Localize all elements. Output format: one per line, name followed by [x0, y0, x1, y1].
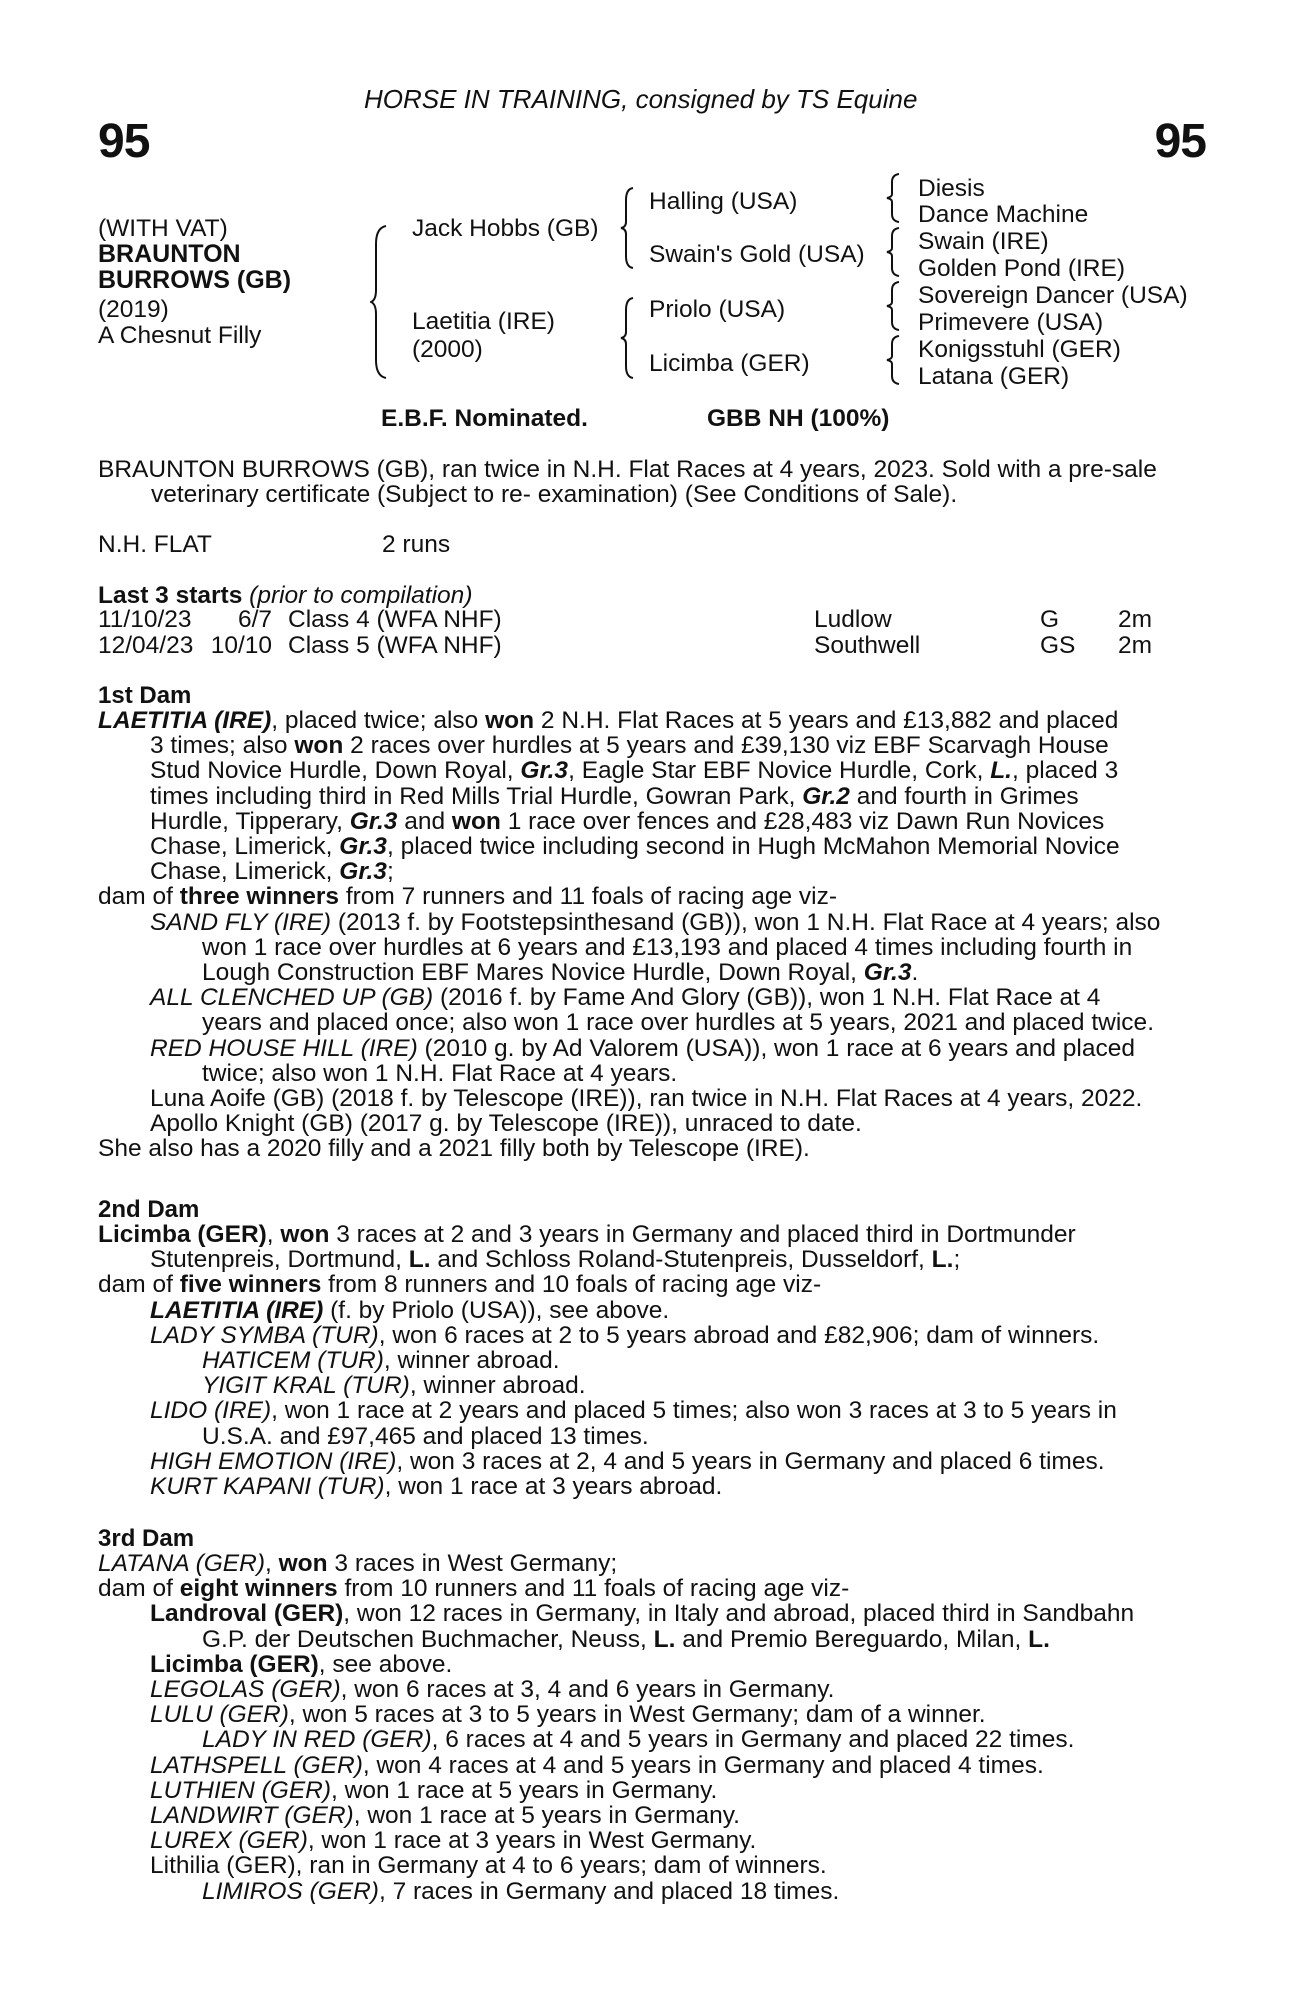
first-dam-section — [98, 683, 1206, 1162]
last-starts-title: Last 3 starts — [98, 582, 243, 609]
page-header-title: HORSE IN TRAINING, consigned by TS Equine — [364, 84, 918, 114]
emphasis-text: LULU (GER) — [150, 1701, 289, 1729]
emphasis-text: LADY SYMBA (TUR) — [150, 1321, 379, 1349]
dam-line: LEGOLAS (GER), won 6 races at 3, 4 and 6 years in Germany. — [150, 1676, 835, 1704]
emphasis-text: Gr.2 — [802, 782, 850, 810]
emphasis-text: L. — [408, 1246, 431, 1274]
dam-line: LAETITIA (IRE), placed twice; also won 2 N.H. Flat Races at 5 years and £13,882 and placed — [98, 707, 1119, 734]
emphasis-text: RED HOUSE HILL (IRE) — [150, 1034, 418, 1062]
dam-line: Stud Novice Hurdle, Down Royal, Gr.3, Eagle Star EBF Novice Hurdle, Cork, L., placed 3 — [150, 757, 1119, 785]
emphasis-text: Gr.3 — [339, 833, 387, 861]
emphasis-text: Gr.3 — [349, 807, 398, 835]
horse-name-line2: BURROWS (GB) — [98, 266, 292, 294]
dam-line: YIGIT KRAL (TUR), winner abroad. — [202, 1372, 586, 1400]
dam-line: LAETITIA (IRE) (f. by Priolo (USA)), see above. — [150, 1296, 670, 1324]
emphasis-text: SAND FLY (IRE) — [150, 908, 332, 936]
intro-line1: BRAUNTON BURROWS (GB), ran twice in N.H. Flat Races at 4 years, 2023. Sold with a pre-sale — [98, 456, 1157, 483]
emphasis-text: LATHSPELL (GER) — [150, 1751, 363, 1779]
pedigree-sire: Jack Hobbs (GB) — [412, 215, 599, 242]
emphasis-text: won — [485, 707, 535, 734]
last-start-date: 12/04/23 — [98, 632, 194, 659]
dam-line: LATHSPELL (GER), won 4 races at 4 and 5 years in Germany and placed 4 times. — [150, 1751, 1044, 1779]
emphasis-text: L. — [990, 757, 1012, 785]
dam-line: years and placed once; also won 1 race over hurdles at 5 years, 2021 and placed twice. — [202, 1009, 1154, 1037]
emphasis-text: L. — [931, 1246, 954, 1274]
pedigree-brace-main — [370, 224, 390, 380]
emphasis-text: L. — [653, 1625, 676, 1653]
dam-line: LIMIROS (GER), 7 races in Germany and placed 18 times. — [202, 1877, 840, 1905]
emphasis-text: won — [451, 807, 501, 835]
dam-line: Hurdle, Tipperary, Gr.3 and won 1 race over fences and £28,483 viz Dawn Run Novices — [150, 807, 1105, 835]
horse-name-line1: BRAUNTON — [98, 240, 241, 268]
dam-line: She also has a 2020 filly and a 2021 filly both by Telescope (IRE). — [98, 1135, 810, 1163]
dam-line: twice; also won 1 N.H. Flat Race at 4 years. — [202, 1059, 678, 1087]
last-start-course: Southwell — [814, 632, 921, 659]
intro-line2: veterinary certificate (Subject to re- examination) (See Conditions of Sale). — [151, 481, 958, 508]
pedigree-brace-g1 — [886, 172, 902, 224]
dam-line: Chase, Limerick, Gr.3, placed twice including second in Hugh McMahon Memorial Novice — [150, 833, 1120, 861]
pedigree-dam-name: Laetitia (IRE) — [412, 308, 555, 335]
dam-line: 3 times; also won 2 races over hurdles at 5 years and £39,130 viz EBF Scarvagh House — [150, 732, 1109, 760]
pedigree-brace-g3 — [886, 280, 902, 332]
dam-line: Lough Construction EBF Mares Novice Hurdle, Down Royal, Gr.3. — [202, 959, 919, 987]
emphasis-text: five winners — [179, 1271, 322, 1299]
pedigree-g4-4: Golden Pond (IRE) — [918, 255, 1125, 282]
emphasis-text: Gr.3 — [339, 858, 387, 886]
dam-line: U.S.A. and £97,465 and placed 13 times. — [202, 1422, 649, 1450]
dam-line: Luna Aoife (GB) (2018 f. by Telescope (IRE)), ran twice in N.H. Flat Races at 4 years, 2022. — [150, 1085, 1143, 1113]
emphasis-text: HIGH EMOTION (IRE) — [150, 1447, 397, 1475]
pedigree-brace-g4 — [886, 334, 902, 386]
dam-line: HATICEM (TUR), winner abroad. — [202, 1347, 560, 1375]
vat-note: (WITH VAT) — [98, 215, 228, 242]
pedigree-brace-g2 — [886, 226, 902, 278]
pedigree-sire-sire: Halling (USA) — [649, 188, 798, 215]
emphasis-text: LADY IN RED (GER) — [202, 1726, 432, 1754]
last-start-date: 11/10/23 — [98, 606, 192, 633]
lot-number-right: 95 — [1154, 115, 1206, 168]
pedigree-g4-6: Primevere (USA) — [918, 309, 1104, 336]
pedigree-brace-sire — [620, 186, 636, 270]
horse-description: A Chesnut Filly — [98, 322, 262, 349]
emphasis-text: eight winners — [179, 1575, 338, 1603]
horse-year: (2019) — [98, 296, 169, 323]
pedigree-dam-sire: Priolo (USA) — [649, 296, 786, 323]
pedigree-g4-1: Diesis — [918, 175, 985, 202]
last-starts-subtitle: (prior to compilation) — [249, 582, 473, 609]
dam-section-title: 3rd Dam — [98, 1525, 195, 1552]
gbb-badge: GBB NH (100%) — [707, 405, 890, 432]
dam-line: dam of eight winners from 10 runners and 11 foals of racing age viz- — [98, 1575, 850, 1603]
emphasis-text: LUREX (GER) — [150, 1827, 308, 1855]
emphasis-text: Gr.3 — [520, 757, 569, 785]
emphasis-text: three winners — [179, 883, 340, 911]
emphasis-text: LIMIROS (GER) — [202, 1877, 379, 1905]
last-start-pos: 10/10 — [210, 632, 272, 659]
lot-number-left: 95 — [98, 115, 150, 168]
pedigree-g4-8: Latana (GER) — [918, 363, 1070, 390]
dam-line: Apollo Knight (GB) (2017 g. by Telescope (IRE)), unraced to date. — [150, 1110, 862, 1138]
dam-line: LANDWIRT (GER), won 1 race at 5 years in Germany. — [150, 1802, 740, 1830]
dam-line: LIDO (IRE), won 1 race at 2 years and placed 5 times; also won 3 races at 3 to 5 years in — [150, 1397, 1117, 1425]
last-start-class: Class 5 (WFA NHF) — [288, 632, 502, 659]
last-start-dist: 2m — [1118, 606, 1153, 633]
emphasis-text: LATANA (GER) — [98, 1550, 265, 1577]
last-start-going: G — [1040, 606, 1060, 633]
emphasis-text: LAETITIA (IRE) — [150, 1296, 324, 1324]
pedigree-dam-year: (2000) — [412, 336, 483, 363]
dam-line: RED HOUSE HILL (IRE) (2010 g. by Ad Valorem (USA)), won 1 race at 6 years and placed — [150, 1034, 1135, 1062]
dam-line: LUTHIEN (GER), won 1 race at 5 years in Germany. — [150, 1776, 718, 1804]
emphasis-text: LUTHIEN (GER) — [150, 1776, 332, 1804]
third-dam-section — [98, 1526, 1206, 1904]
emphasis-text: won — [278, 1550, 328, 1577]
last-start-class: Class 4 (WFA NHF) — [288, 606, 502, 633]
emphasis-text: KURT KAPANI (TUR) — [150, 1473, 385, 1501]
last-start-dist: 2m — [1118, 632, 1153, 659]
pedigree-g4-5: Sovereign Dancer (USA) — [918, 282, 1188, 309]
dam-line: G.P. der Deutschen Buchmacher, Neuss, L. and Premio Bereguardo, Milan, L. — [202, 1625, 1050, 1653]
dam-section-title: 1st Dam — [98, 682, 192, 709]
dam-line: dam of three winners from 7 runners and 11 foals of racing age viz- — [98, 883, 837, 911]
emphasis-text: Licimba (GER) — [150, 1650, 319, 1678]
emphasis-text: Gr.3 — [863, 959, 912, 987]
pedigree-dam-dam: Licimba (GER) — [649, 350, 810, 377]
emphasis-text: won — [294, 732, 344, 760]
last-start-pos: 6/7 — [237, 606, 272, 633]
pedigree-g4-3: Swain (IRE) — [918, 228, 1049, 255]
emphasis-text: ALL CLENCHED UP (GB) — [150, 984, 434, 1012]
last-starts-heading — [98, 584, 472, 609]
emphasis-text: LEGOLAS (GER) — [150, 1676, 341, 1704]
dam-line: times including third in Red Mills Trial Hurdle, Gowran Park, Gr.2 and fourth in Grimes — [150, 782, 1079, 810]
dam-line: KURT KAPANI (TUR), won 1 race at 3 years abroad. — [150, 1473, 723, 1501]
dam-line: LADY SYMBA (TUR), won 6 races at 2 to 5 years abroad and £82,906; dam of winners. — [150, 1321, 1100, 1349]
emphasis-text: HATICEM (TUR) — [202, 1347, 384, 1375]
pedigree-sire-dam: Swain's Gold (USA) — [649, 241, 865, 268]
emphasis-text: Landroval (GER) — [150, 1600, 344, 1628]
dam-line: Stutenpreis, Dortmund, L. and Schloss Roland-Stutenpreis, Dusseldorf, L.; — [150, 1246, 961, 1274]
dam-section-title: 2nd Dam — [98, 1196, 200, 1223]
ebf-nominated-badge: E.B.F. Nominated. — [381, 405, 588, 432]
pedigree-g4-7: Konigsstuhl (GER) — [918, 336, 1121, 363]
record-label: N.H. FLAT — [98, 531, 212, 558]
dam-line: LULU (GER), won 5 races at 3 to 5 years in West Germany; dam of a winner. — [150, 1701, 986, 1729]
emphasis-text: LIDO (IRE) — [150, 1397, 272, 1425]
last-start-course: Ludlow — [814, 606, 892, 633]
record-value: 2 runs — [382, 531, 451, 558]
dam-line: Chase, Limerick, Gr.3; — [150, 858, 394, 886]
dam-line: LUREX (GER), won 1 race at 3 years in West Germany. — [150, 1827, 757, 1855]
emphasis-text: LAETITIA (IRE) — [98, 707, 272, 734]
second-dam-section — [98, 1197, 1206, 1499]
emphasis-text: YIGIT KRAL (TUR) — [202, 1372, 410, 1400]
dam-line: HIGH EMOTION (IRE), won 3 races at 2, 4 and 5 years in Germany and placed 6 times. — [150, 1447, 1105, 1475]
dam-line: LADY IN RED (GER), 6 races at 4 and 5 years in Germany and placed 22 times. — [202, 1726, 1075, 1754]
emphasis-text: L. — [1028, 1625, 1050, 1653]
dam-line: Licimba (GER), see above. — [150, 1650, 453, 1678]
dam-line: Licimba (GER), won 3 races at 2 and 3 years in Germany and placed third in Dortmunder — [98, 1221, 1076, 1248]
dam-line: ALL CLENCHED UP (GB) (2016 f. by Fame And Glory (GB)), won 1 N.H. Flat Race at 4 — [150, 984, 1101, 1012]
emphasis-text: Licimba (GER) — [98, 1221, 267, 1248]
pedigree-g4-2: Dance Machine — [918, 201, 1089, 228]
dam-line: won 1 race over hurdles at 6 years and £13,193 and placed 4 times including fourth in — [202, 933, 1133, 961]
last-start-going: GS — [1040, 632, 1076, 659]
dam-line: Landroval (GER), won 12 races in Germany, in Italy and abroad, placed third in Sandbahn — [150, 1600, 1135, 1628]
pedigree-brace-dam — [620, 296, 636, 380]
dam-line: dam of five winners from 8 runners and 10 foals of racing age viz- — [98, 1271, 822, 1299]
dam-line: LATANA (GER), won 3 races in West Germany; — [98, 1550, 618, 1577]
dam-line: SAND FLY (IRE) (2013 f. by Footstepsinthesand (GB)), won 1 N.H. Flat Race at 4 years; also — [150, 908, 1161, 936]
emphasis-text: LANDWIRT (GER) — [150, 1802, 354, 1830]
emphasis-text: won — [280, 1221, 330, 1248]
dam-line: Lithilia (GER), ran in Germany at 4 to 6 years; dam of winners. — [150, 1852, 827, 1880]
